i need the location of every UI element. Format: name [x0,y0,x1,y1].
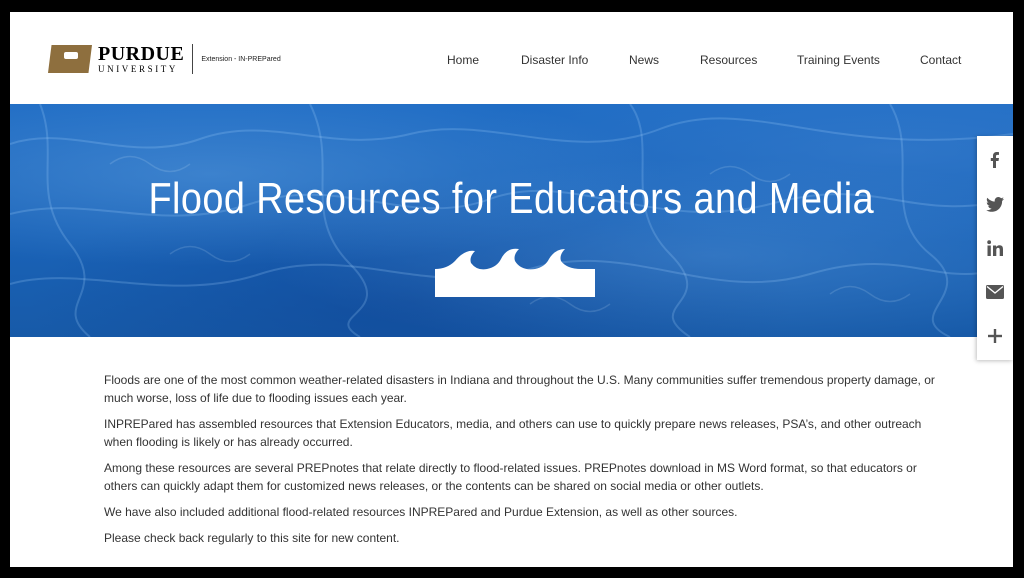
email-icon [986,285,1004,299]
more-share-button[interactable] [977,314,1013,358]
main-content [104,371,944,555]
logo-tagline: Extension - IN-PREPared [201,55,281,63]
email-share-button[interactable] [977,270,1013,314]
nav-resources[interactable]: Resources [700,53,758,67]
facebook-share-button[interactable] [977,138,1013,182]
nav-training-events[interactable]: Training Events [797,53,880,67]
nav-home[interactable]: Home [447,53,480,67]
additional-resources-paragraph: We have also included additional flood-related resources INPREPared and Purdue Extension, as well as other sources. [104,505,738,519]
social-share-bar [977,136,1013,360]
linkedin-share-button[interactable] [977,226,1013,270]
linkedin-icon [987,240,1003,256]
twitter-share-button[interactable] [977,182,1013,226]
logo-sub: UNIVERSITY [98,64,178,74]
intro-paragraph: Floods are one of the most common weather-related disasters in Indiana and throughout the U.S. Many communities suffer tremendous property damage, or much worse, loss of life due to flooding issues each year. [104,373,935,405]
nav-contact[interactable]: Contact [920,53,962,67]
page-title: Flood Resources for Educators and Media [148,174,875,223]
check-back-paragraph: Please check back regularly to this site for new content. [104,531,400,545]
nav-disaster-info[interactable]: Disaster Info [521,53,589,67]
nav-news[interactable]: News [629,53,660,67]
site-header [10,12,1013,104]
resources-paragraph: INPREPared has assembled resources that Extension Educators, media, and others can use to quickly prepare news releases, PSA’s, and other outreach when flooding is likely or has already occurred. [104,417,922,449]
page-frame [10,12,1013,567]
hero-banner [10,104,1013,337]
logo-name: PURDUE [98,43,185,65]
wave-icon [435,247,595,297]
main-nav [10,53,1013,69]
prepnotes-paragraph: Among these resources are several PREPnotes that relate directly to flood-related issues. PREPnotes download in MS Word format, so that educators or others can quickly adapt them for customized news releases, or the contents can be shared on social media or other outlets. [104,461,917,493]
plus-icon [988,329,1002,343]
facebook-icon [988,152,1002,168]
twitter-icon [986,197,1004,212]
